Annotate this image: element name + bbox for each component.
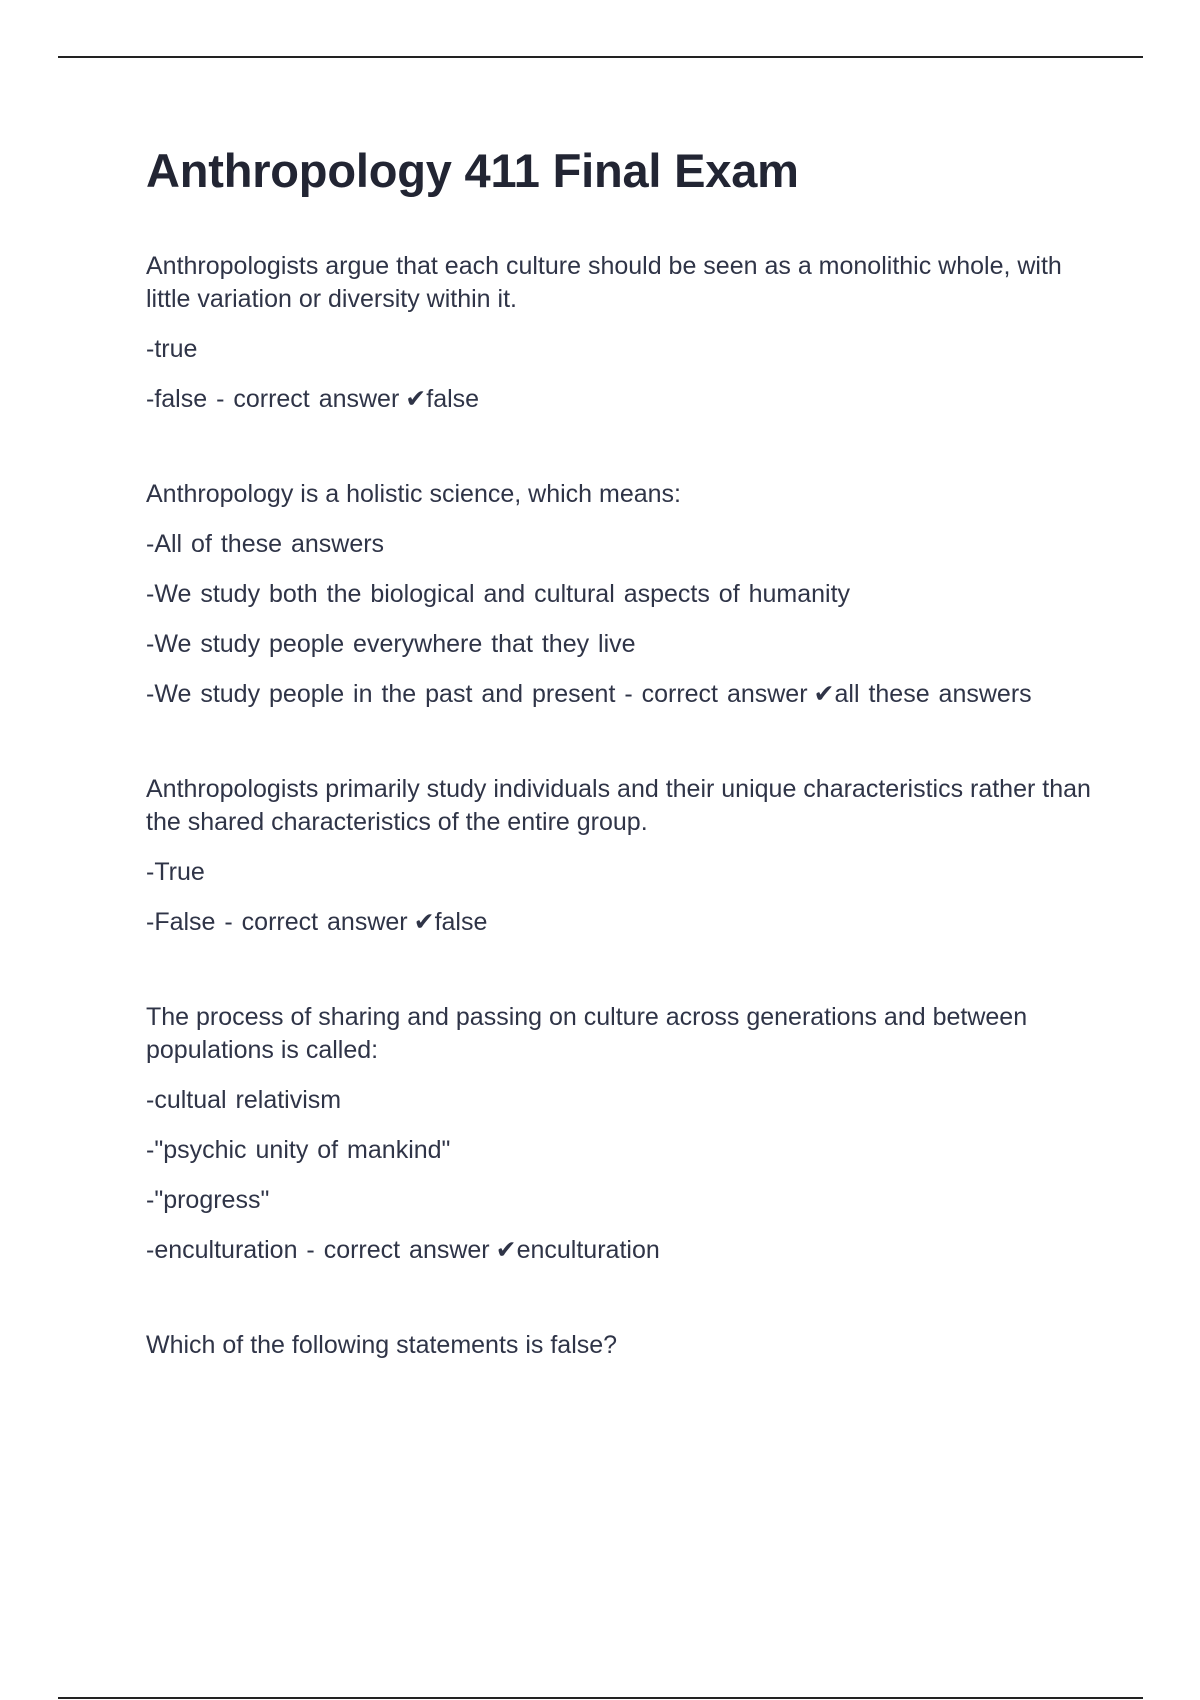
answer-option-text: -enculturation - correct answer [146,1236,490,1264]
answer-option: -We study both the biological and cultural aspects of humanity [146,580,851,608]
question-3 [146,773,1106,939]
answer-option: -All of these answers [146,530,385,558]
answer-option-text: -false - correct answer [146,385,400,413]
document-body [146,140,1106,1424]
correct-answer-value: false [426,385,480,413]
question-1 [146,250,1106,416]
answer-option: -"psychic unity of mankind" [146,1136,451,1164]
answer-option: -True [146,858,205,886]
answer-option: -true [146,335,198,363]
question-prompt: Anthropologists argue that each culture should be seen as a monolithic whole, with little variation or diversity within it. [146,252,1062,313]
correct-answer-option [146,1234,1106,1267]
answer-option: -We study people everywhere that they live [146,630,636,658]
top-rule [58,56,1143,58]
checkmark-icon: ✔ [813,680,835,708]
question-4 [146,1001,1106,1267]
correct-answer-option [146,906,1106,939]
correct-answer-value: enculturation [516,1236,660,1264]
correct-answer-option [146,678,1106,711]
answer-option-text: -We study people in the past and present - correct answer [146,680,808,708]
question-5 [146,1329,1106,1362]
question-prompt: Which of the following statements is false? [146,1331,618,1359]
checkmark-icon: ✔ [413,908,435,936]
question-2 [146,478,1106,711]
correct-answer-value: false [434,908,488,936]
answer-option: -"progress" [146,1186,270,1214]
question-prompt: Anthropologists primarily study individuals and their unique characteristics rather than the shared characteristics of the entire group. [146,775,1091,836]
checkmark-icon: ✔ [495,1236,517,1264]
correct-answer-value: all these answers [834,680,1032,708]
answer-option: -cultual relativism [146,1086,342,1114]
question-prompt: Anthropology is a holistic science, which means: [146,480,681,508]
checkmark-icon: ✔ [405,385,427,413]
correct-answer-option [146,383,1106,416]
answer-option-text: -False - correct answer [146,908,408,936]
bottom-rule [58,1697,1143,1699]
page-title: Anthropology 411 Final Exam [146,144,799,197]
question-prompt: The process of sharing and passing on culture across generations and between populations is called: [146,1003,1028,1064]
